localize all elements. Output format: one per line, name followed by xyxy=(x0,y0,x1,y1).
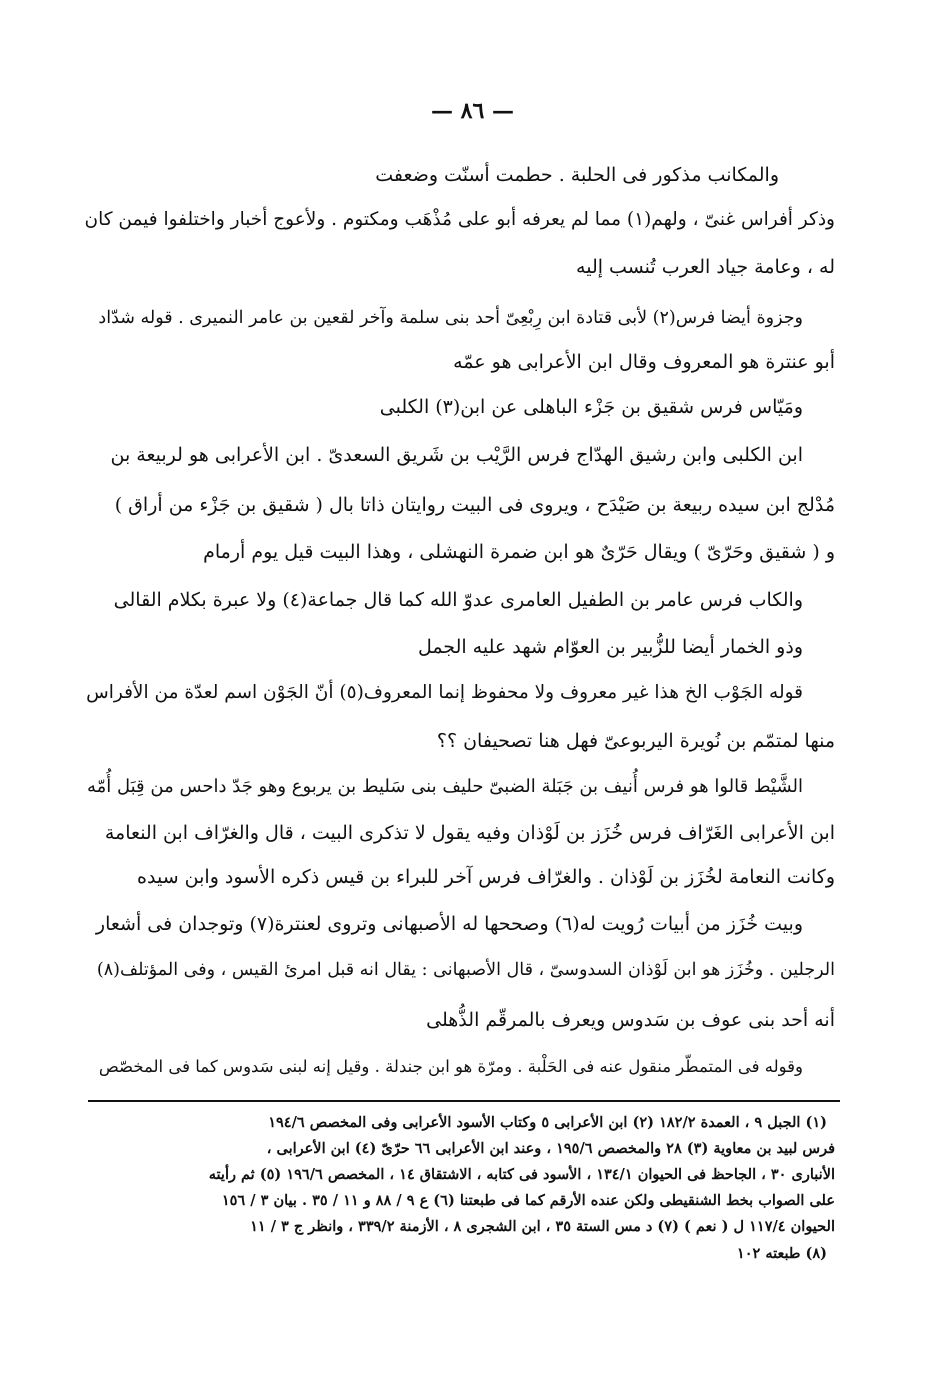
text-line: أنه أحد بنى عوف بن سَدوس ويعرف بالمرقّم الذُّهلى xyxy=(426,1009,835,1031)
text-line: منها لمتمّم بن نُويرة اليربوعىّ فهل هنا تصحيفان ؟؟ xyxy=(436,730,835,752)
footnote-divider xyxy=(88,1100,840,1102)
text-line: الرجلين . وخُزَز هو ابن لَوْذان السدوسىّ ، قال الأصبهانى : يقال انه قبل امرئ القيس ، وفى المؤتلف(٨) xyxy=(96,960,835,980)
text-line: ابن الأعرابى الغَرّاف فرس خُزَز بن لَوْذان وفيه يقول لا تذكرى البيت ، قال والغرّاف ابن النعامة xyxy=(104,822,835,844)
text-line: وكانت النعامة لخُزَز بن لَوْذان . والغرّاف فرس آخر للبراء بن قيس ذكره الأسود وابن سيده xyxy=(137,866,835,888)
text-line: و ( شقيق وحَرّىّ ) ويقال حَرّىٌ هو ابن ضمرة النهشلى ، وهذا البيت قيل يوم أرمام xyxy=(203,541,835,563)
footnote-line: الحيوان ١١٧/٤ ل ( نعم ) (٧) د مس الستة ٣٥ ، ابن الشجرى ٨ ، الأزمنة ٣٣٩/٢ ، وانظر ج ٣ / ١١ xyxy=(250,1218,835,1235)
footnote-line: (١) الجبل ٩ ، العمدة ١٨٢/٢ (٢) ابن الأعرابى ٥ وكتاب الأسود الأعرابى وفى المخصص ١٩٤/٦ xyxy=(268,1114,827,1131)
footnote-line: فرس لبيد بن معاوية (٣) ٢٨ والمخصص ١٩٥/٦ ، وعند ابن الأعرابى ٦٦ حرّىّ (٤) ابن الأعرابى ، xyxy=(266,1140,835,1157)
text-line: وجزوة أيضا فرس(٢) لأبى قتادة ابن رِبْعِىّ أحد بنى سلمة وآخر لقعين بن عامر النميرى . قوله شدّاد xyxy=(98,308,803,328)
footnote-line: الأنبارى ٣٠ ، الجاحظ فى الحيوان ١٣٤/١ ، الأسود فى كتابه ، الاشتقاق ١٤ ، المخصص ١٩٦/٦ (٥) ثم رأيته xyxy=(208,1166,835,1183)
text-line: مُدْلج ابن سيده ربيعة بن صَيْدَح ، ويروى فى البيت روايتان ذاتا بال ( شقيق بن جَزْء من أراق ) xyxy=(114,494,835,516)
text-line: ومَيّاس فرس شقيق بن جَزْء الباهلى عن ابن(٣) الكلبى xyxy=(379,396,803,418)
footnote-line: على الصواب بخط الشنقيطى ولكن عنده الأرقم كما فى طبعتنا (٦) ع ٩ / ٨٨ و ١١ / ٣٥ . بيان ٣ / ١٥٦ xyxy=(221,1192,835,1209)
text-line: وذو الخمار أيضا للزُّبير بن العوّام شهد عليه الجمل xyxy=(417,636,803,658)
text-line: والكاب فرس عامر بن الطفيل العامرى عدوّ الله كما قال جماعة(٤) ولا عبرة بكلام القالى xyxy=(113,589,803,611)
text-line: وذكر أفراس غنىّ ، ولهم(١) مما لم يعرفه أبو على مُذْهَب ومكتوم . ولأعوج أخبار واختلفوا فيمن كان xyxy=(84,209,835,230)
footnote-line: (٨) طبعته ١٠٢ xyxy=(736,1245,827,1262)
text-line: والمكانب مذكور فى الحلبة . حطمت أسنّت وضعفت xyxy=(375,164,779,186)
page-number: — ٨٦ — xyxy=(431,98,514,124)
text-line: وقوله فى المتمطّر منقول عنه فى الحَلْبة . ومرّة هو ابن جندلة . وقيل إنه لبنى سَدوس كما فى المخصّص xyxy=(98,1057,803,1076)
text-line: وبيت خُزَز من أبيات رُويت له(٦) وصححها له الأصبهانى وتروى لعنترة(٧) وتوجدان فى أشعار xyxy=(95,913,803,935)
text-line: قوله الجَوْب الخ هذا غير معروف ولا محفوظ إنما المعروف(٥) أنّ الجَوْن اسم لعدّة من الأفراس xyxy=(86,682,803,703)
text-line: له ، وعامة جياد العرب تُنسب إليه xyxy=(576,256,835,278)
text-line: أبو عنترة هو المعروف وقال ابن الأعرابى هو عمّه xyxy=(453,351,835,373)
text-line: ابن الكلبى وابن رشيق الهدّاج فرس الرَّيْب بن شَريق السعدىّ . ابن الأعرابى هو لربيعة بن xyxy=(110,444,803,466)
text-line: الشَّيْط قالوا هو فرس أُنيف بن جَبَلة الضبىّ حليف بنى سَليط بن يربوع وهو جَدّ داحس من قِبَل أُمّه xyxy=(86,776,803,797)
